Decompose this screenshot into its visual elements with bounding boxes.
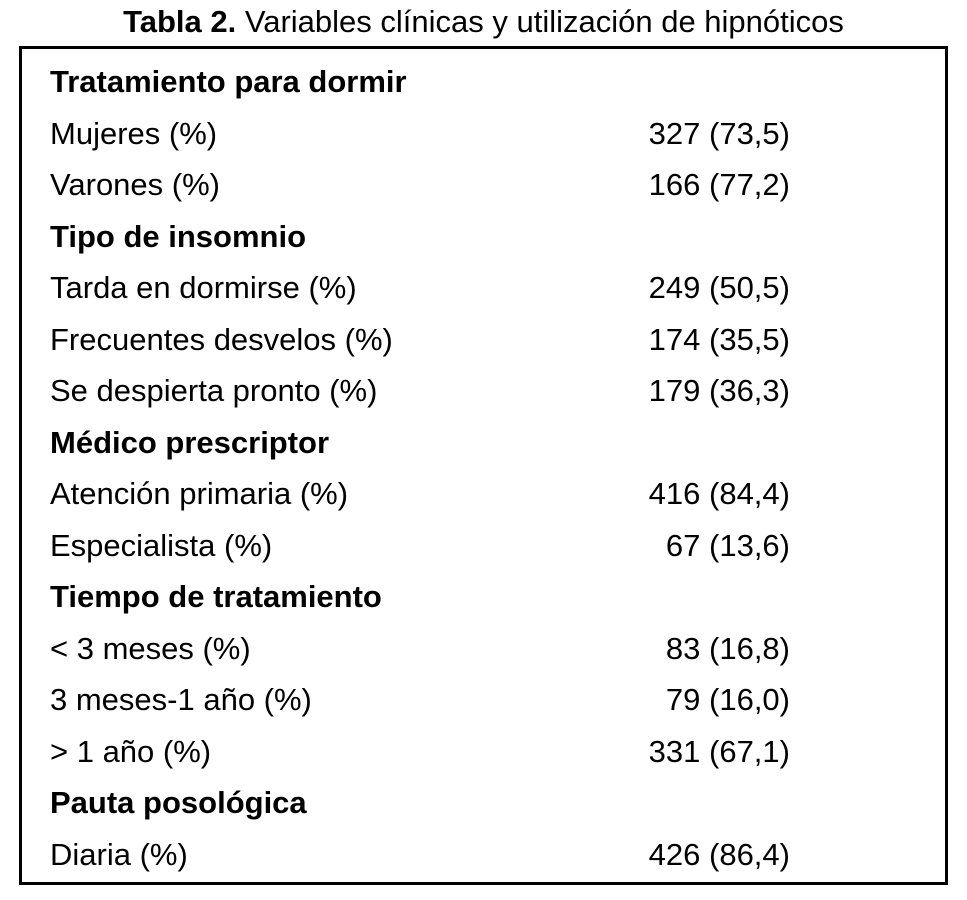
table-row — [22, 468, 945, 520]
section-heading-row — [22, 211, 945, 263]
row-value: 327 (73,5) — [648, 115, 790, 151]
data-table — [19, 46, 948, 885]
row-value: 249 (50,5) — [648, 270, 790, 305]
row-value: 416 (84,4) — [648, 476, 790, 511]
table-title: Variables clínicas y utilización de hipnóticos — [236, 4, 844, 39]
row-value: 67 (13,6) — [665, 527, 790, 563]
row-label: Mujeres (%) — [50, 115, 218, 151]
row-label: 3 meses-1 año (%) — [50, 682, 312, 717]
table-row — [22, 726, 945, 778]
table-caption — [0, 2, 967, 42]
row-label: > 1 año (%) — [50, 733, 212, 769]
section-heading: Pauta posológica — [50, 785, 307, 820]
row-label: Frecuentes desvelos (%) — [50, 321, 393, 357]
section-heading: Médico prescriptor — [50, 424, 330, 460]
table-row — [22, 829, 945, 881]
section-heading-row — [22, 56, 945, 108]
row-value: 331 (67,1) — [648, 733, 790, 769]
row-value: 79 (16,0) — [665, 682, 790, 717]
row-label: Diaria (%) — [50, 836, 188, 872]
table-row — [22, 674, 945, 726]
section-heading: Tratamiento para dormir — [50, 64, 407, 99]
row-label: Tarda en dormirse (%) — [50, 270, 357, 305]
table-row — [22, 314, 945, 366]
row-label: Especialista (%) — [50, 527, 273, 563]
row-value: 174 (35,5) — [648, 321, 790, 357]
section-heading-row — [22, 417, 945, 469]
section-heading: Tiempo de tratamiento — [50, 579, 382, 614]
row-label: Se despierta pronto (%) — [50, 373, 378, 408]
table-body — [22, 56, 945, 880]
row-value: 179 (36,3) — [648, 373, 790, 408]
table-row — [22, 520, 945, 572]
table-row — [22, 108, 945, 160]
row-label: Varones (%) — [50, 167, 220, 202]
table-row — [22, 262, 945, 314]
table-number: Tabla 2. — [123, 4, 237, 39]
section-heading: Tipo de insomnio — [50, 218, 307, 254]
section-heading-row — [22, 777, 945, 829]
section-heading-row — [22, 571, 945, 623]
row-label: Atención primaria (%) — [50, 476, 349, 511]
table-row — [22, 159, 945, 211]
row-value: 426 (86,4) — [648, 836, 790, 872]
table-row — [22, 623, 945, 675]
row-value: 166 (77,2) — [648, 167, 790, 202]
row-label: < 3 meses (%) — [50, 630, 251, 666]
row-value: 83 (16,8) — [665, 630, 790, 666]
table-row — [22, 365, 945, 417]
